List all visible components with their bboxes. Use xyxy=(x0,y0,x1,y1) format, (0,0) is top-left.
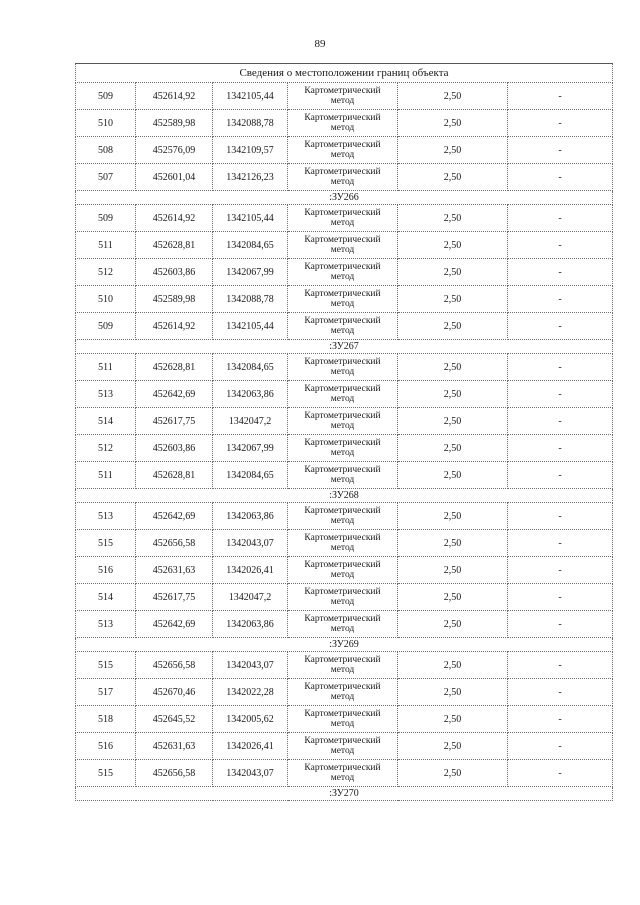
accuracy: 2,50 xyxy=(398,462,508,489)
coordinate-y: 1342047,2 xyxy=(213,408,288,435)
table-caption: Сведения о местоположении границ объекта xyxy=(76,64,613,83)
table-row xyxy=(76,286,613,313)
point-number: 510 xyxy=(76,110,136,137)
coordinate-x: 452576,09 xyxy=(136,137,213,164)
method-line: метод xyxy=(330,367,355,377)
coordinate-x: 452642,69 xyxy=(136,611,213,638)
method-line: Картометрический xyxy=(304,289,381,299)
method-cell xyxy=(288,733,398,760)
method-line: Картометрический xyxy=(304,614,381,624)
note: - xyxy=(508,611,613,638)
coordinate-x: 452614,92 xyxy=(136,205,213,232)
section-title-row xyxy=(76,191,613,205)
method-cell xyxy=(288,584,398,611)
accuracy: 2,50 xyxy=(398,557,508,584)
note: - xyxy=(508,137,613,164)
table-row xyxy=(76,164,613,191)
method-line: Картометрический xyxy=(304,736,381,746)
coordinate-x: 452642,69 xyxy=(136,503,213,530)
method-line: Картометрический xyxy=(304,113,381,123)
method-cell xyxy=(288,137,398,164)
coordinate-y: 1342067,99 xyxy=(213,259,288,286)
method-line: метод xyxy=(330,421,355,431)
method-line: метод xyxy=(330,597,355,607)
table-row xyxy=(76,503,613,530)
point-number: 511 xyxy=(76,232,136,259)
method-line: Картометрический xyxy=(304,763,381,773)
point-number: 514 xyxy=(76,408,136,435)
coordinate-x: 452589,98 xyxy=(136,286,213,313)
method-cell xyxy=(288,652,398,679)
method-line: метод xyxy=(330,692,355,702)
table-row xyxy=(76,232,613,259)
method-line: Картометрический xyxy=(304,560,381,570)
coordinate-x: 452631,63 xyxy=(136,733,213,760)
point-number: 514 xyxy=(76,584,136,611)
method-line: метод xyxy=(330,475,355,485)
point-number: 518 xyxy=(76,706,136,733)
method-cell xyxy=(288,313,398,340)
table-row xyxy=(76,381,613,408)
method-line: метод xyxy=(330,543,355,553)
method-cell xyxy=(288,381,398,408)
coordinate-y: 1342026,41 xyxy=(213,733,288,760)
point-number: 512 xyxy=(76,259,136,286)
accuracy: 2,50 xyxy=(398,760,508,787)
accuracy: 2,50 xyxy=(398,286,508,313)
table-row xyxy=(76,83,613,110)
table-row xyxy=(76,652,613,679)
coordinate-y: 1342105,44 xyxy=(213,313,288,340)
coordinate-y: 1342063,86 xyxy=(213,381,288,408)
note: - xyxy=(508,381,613,408)
table-row xyxy=(76,462,613,489)
coordinate-y: 1342084,65 xyxy=(213,462,288,489)
coordinate-x: 452631,63 xyxy=(136,557,213,584)
method-line: Картометрический xyxy=(304,506,381,516)
coordinate-y: 1342005,62 xyxy=(213,706,288,733)
point-number: 508 xyxy=(76,137,136,164)
section-title: :ЗУ268 xyxy=(76,489,613,503)
accuracy: 2,50 xyxy=(398,259,508,286)
table-row xyxy=(76,205,613,232)
section-title-row xyxy=(76,787,613,801)
note: - xyxy=(508,462,613,489)
method-cell xyxy=(288,611,398,638)
coordinate-x: 452617,75 xyxy=(136,584,213,611)
coordinate-x: 452614,92 xyxy=(136,313,213,340)
point-number: 510 xyxy=(76,286,136,313)
method-line: метод xyxy=(330,624,355,634)
coordinate-x: 452603,86 xyxy=(136,435,213,462)
table-row xyxy=(76,760,613,787)
method-line: метод xyxy=(330,326,355,336)
method-line: Картометрический xyxy=(304,262,381,272)
note: - xyxy=(508,313,613,340)
point-number: 513 xyxy=(76,611,136,638)
coordinate-x: 452601,04 xyxy=(136,164,213,191)
method-line: метод xyxy=(330,96,355,106)
accuracy: 2,50 xyxy=(398,137,508,164)
note: - xyxy=(508,164,613,191)
method-line: метод xyxy=(330,719,355,729)
table-row xyxy=(76,584,613,611)
point-number: 517 xyxy=(76,679,136,706)
note: - xyxy=(508,232,613,259)
method-cell xyxy=(288,760,398,787)
method-cell xyxy=(288,232,398,259)
coordinate-x: 452614,92 xyxy=(136,83,213,110)
method-cell xyxy=(288,164,398,191)
coordinate-x: 452617,75 xyxy=(136,408,213,435)
coordinate-x: 452628,81 xyxy=(136,232,213,259)
accuracy: 2,50 xyxy=(398,110,508,137)
method-line: метод xyxy=(330,394,355,404)
note: - xyxy=(508,286,613,313)
coordinate-y: 1342047,2 xyxy=(213,584,288,611)
coordinate-y: 1342026,41 xyxy=(213,557,288,584)
coordinate-x: 452642,69 xyxy=(136,381,213,408)
section-title: :ЗУ266 xyxy=(76,191,613,205)
point-number: 515 xyxy=(76,652,136,679)
accuracy: 2,50 xyxy=(398,652,508,679)
point-number: 515 xyxy=(76,530,136,557)
method-line: метод xyxy=(330,448,355,458)
point-number: 509 xyxy=(76,83,136,110)
table-row xyxy=(76,259,613,286)
method-line: Картометрический xyxy=(304,140,381,150)
note: - xyxy=(508,354,613,381)
method-cell xyxy=(288,503,398,530)
table-row xyxy=(76,354,613,381)
method-cell xyxy=(288,530,398,557)
note: - xyxy=(508,503,613,530)
note: - xyxy=(508,435,613,462)
coordinate-y: 1342063,86 xyxy=(213,503,288,530)
method-line: Картометрический xyxy=(304,384,381,394)
accuracy: 2,50 xyxy=(398,733,508,760)
table-row xyxy=(76,408,613,435)
accuracy: 2,50 xyxy=(398,435,508,462)
coordinate-y: 1342088,78 xyxy=(213,110,288,137)
note: - xyxy=(508,557,613,584)
coordinate-y: 1342084,65 xyxy=(213,232,288,259)
table-row xyxy=(76,313,613,340)
table-row xyxy=(76,530,613,557)
point-number: 512 xyxy=(76,435,136,462)
point-number: 511 xyxy=(76,354,136,381)
point-number: 516 xyxy=(76,557,136,584)
method-line: метод xyxy=(330,177,355,187)
method-line: метод xyxy=(330,773,355,783)
method-line: метод xyxy=(330,123,355,133)
method-line: метод xyxy=(330,150,355,160)
coordinate-y: 1342022,28 xyxy=(213,679,288,706)
method-line: метод xyxy=(330,570,355,580)
note: - xyxy=(508,760,613,787)
coordinate-y: 1342043,07 xyxy=(213,760,288,787)
coordinate-y: 1342084,65 xyxy=(213,354,288,381)
coordinate-x: 452645,52 xyxy=(136,706,213,733)
note: - xyxy=(508,584,613,611)
note: - xyxy=(508,652,613,679)
method-cell xyxy=(288,286,398,313)
coordinate-y: 1342043,07 xyxy=(213,652,288,679)
table-row xyxy=(76,435,613,462)
coordinate-y: 1342088,78 xyxy=(213,286,288,313)
method-line: Картометрический xyxy=(304,655,381,665)
accuracy: 2,50 xyxy=(398,205,508,232)
coordinate-x: 452656,58 xyxy=(136,760,213,787)
method-line: Картометрический xyxy=(304,235,381,245)
method-line: Картометрический xyxy=(304,86,381,96)
coordinate-x: 452628,81 xyxy=(136,462,213,489)
section-title-row xyxy=(76,638,613,652)
accuracy: 2,50 xyxy=(398,530,508,557)
table-row xyxy=(76,679,613,706)
section-title: :ЗУ270 xyxy=(76,787,613,801)
accuracy: 2,50 xyxy=(398,679,508,706)
accuracy: 2,50 xyxy=(398,164,508,191)
method-line: Картометрический xyxy=(304,438,381,448)
method-line: Картометрический xyxy=(304,208,381,218)
point-number: 515 xyxy=(76,760,136,787)
coordinate-x: 452628,81 xyxy=(136,354,213,381)
method-line: метод xyxy=(330,245,355,255)
section-title-row xyxy=(76,489,613,503)
method-line: метод xyxy=(330,516,355,526)
method-cell xyxy=(288,706,398,733)
method-line: метод xyxy=(330,665,355,675)
coordinate-x: 452603,86 xyxy=(136,259,213,286)
note: - xyxy=(508,706,613,733)
coordinate-y: 1342109,57 xyxy=(213,137,288,164)
coordinate-x: 452656,58 xyxy=(136,530,213,557)
table-row xyxy=(76,110,613,137)
table-row xyxy=(76,611,613,638)
accuracy: 2,50 xyxy=(398,584,508,611)
section-title: :ЗУ267 xyxy=(76,340,613,354)
method-cell xyxy=(288,205,398,232)
accuracy: 2,50 xyxy=(398,83,508,110)
method-line: Картометрический xyxy=(304,465,381,475)
point-number: 513 xyxy=(76,381,136,408)
coordinate-y: 1342105,44 xyxy=(213,205,288,232)
coordinate-y: 1342063,86 xyxy=(213,611,288,638)
note: - xyxy=(508,259,613,286)
method-cell xyxy=(288,679,398,706)
method-cell xyxy=(288,259,398,286)
point-number: 509 xyxy=(76,205,136,232)
page-number: 89 xyxy=(314,38,326,50)
table-row xyxy=(76,706,613,733)
point-number: 513 xyxy=(76,503,136,530)
method-cell xyxy=(288,354,398,381)
coordinate-y: 1342126,23 xyxy=(213,164,288,191)
note: - xyxy=(508,83,613,110)
method-line: Картометрический xyxy=(304,316,381,326)
section-title-row xyxy=(76,340,613,354)
coordinate-x: 452589,98 xyxy=(136,110,213,137)
note: - xyxy=(508,733,613,760)
coordinate-x: 452656,58 xyxy=(136,652,213,679)
method-line: Картометрический xyxy=(304,411,381,421)
note: - xyxy=(508,530,613,557)
accuracy: 2,50 xyxy=(398,503,508,530)
note: - xyxy=(508,110,613,137)
method-line: Картометрический xyxy=(304,709,381,719)
note: - xyxy=(508,679,613,706)
method-cell xyxy=(288,557,398,584)
accuracy: 2,50 xyxy=(398,232,508,259)
accuracy: 2,50 xyxy=(398,313,508,340)
point-number: 516 xyxy=(76,733,136,760)
table-row xyxy=(76,137,613,164)
method-cell xyxy=(288,110,398,137)
point-number: 511 xyxy=(76,462,136,489)
method-cell xyxy=(288,435,398,462)
section-title: :ЗУ269 xyxy=(76,638,613,652)
accuracy: 2,50 xyxy=(398,381,508,408)
boundary-coordinates-table xyxy=(75,63,613,801)
accuracy: 2,50 xyxy=(398,354,508,381)
method-cell xyxy=(288,408,398,435)
table-body xyxy=(76,64,613,801)
coordinate-x: 452670,46 xyxy=(136,679,213,706)
method-line: Картометрический xyxy=(304,587,381,597)
table-caption-row xyxy=(76,64,613,83)
table-row xyxy=(76,733,613,760)
table-row xyxy=(76,557,613,584)
note: - xyxy=(508,408,613,435)
method-line: метод xyxy=(330,218,355,228)
point-number: 507 xyxy=(76,164,136,191)
coordinate-y: 1342067,99 xyxy=(213,435,288,462)
method-line: Картометрический xyxy=(304,357,381,367)
accuracy: 2,50 xyxy=(398,611,508,638)
note: - xyxy=(508,205,613,232)
method-cell xyxy=(288,83,398,110)
coordinate-y: 1342105,44 xyxy=(213,83,288,110)
method-line: метод xyxy=(330,746,355,756)
method-line: Картометрический xyxy=(304,682,381,692)
accuracy: 2,50 xyxy=(398,706,508,733)
method-line: метод xyxy=(330,299,355,309)
point-number: 509 xyxy=(76,313,136,340)
coordinate-y: 1342043,07 xyxy=(213,530,288,557)
method-line: Картометрический xyxy=(304,533,381,543)
method-line: Картометрический xyxy=(304,167,381,177)
accuracy: 2,50 xyxy=(398,408,508,435)
method-cell xyxy=(288,462,398,489)
method-line: метод xyxy=(330,272,355,282)
